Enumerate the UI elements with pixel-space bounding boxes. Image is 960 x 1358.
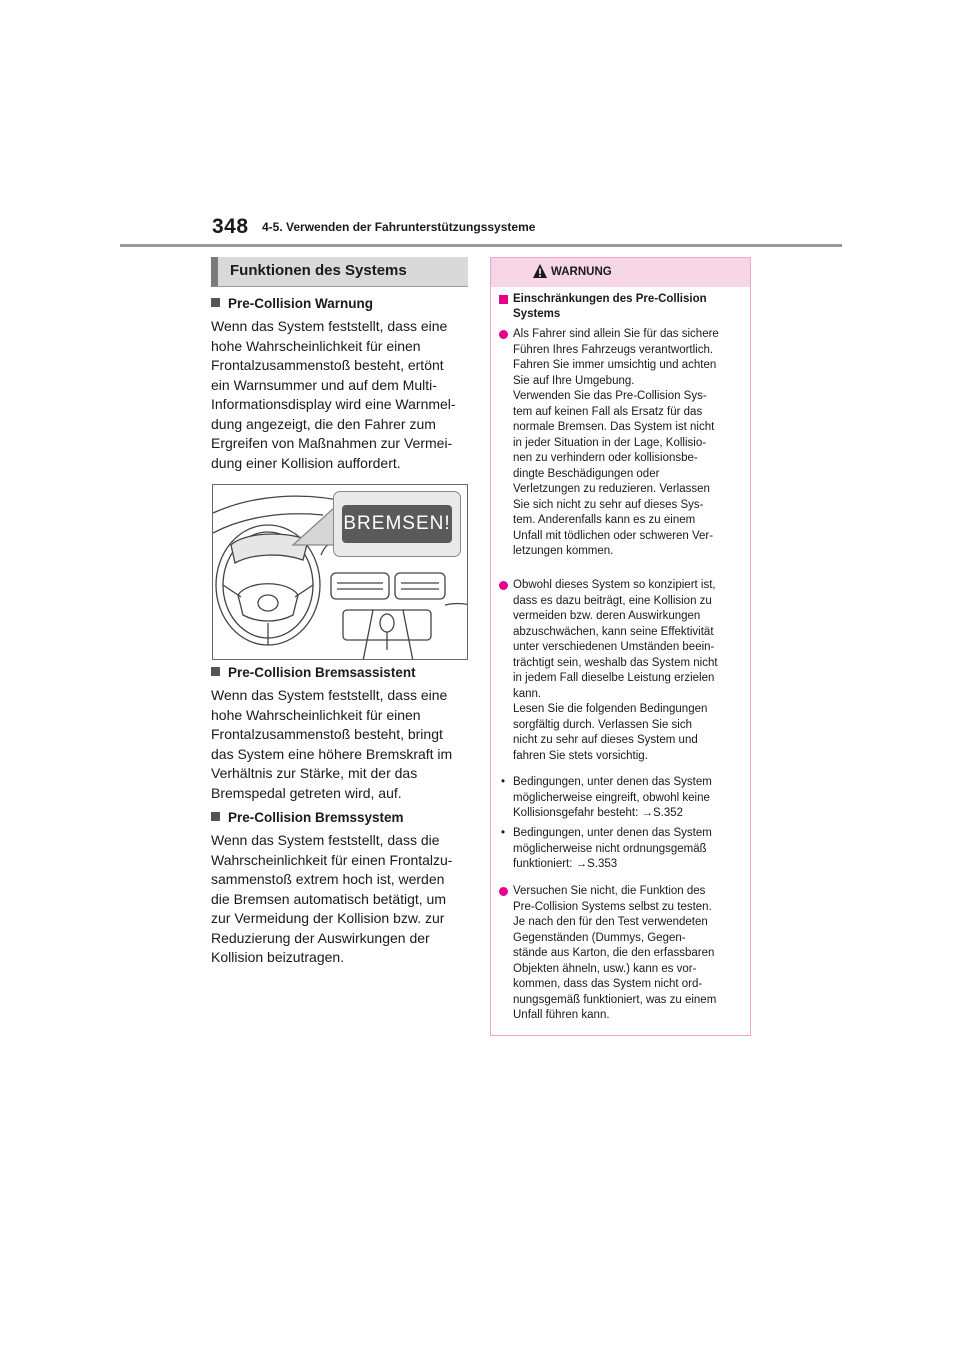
circle-bullet-icon (499, 581, 508, 590)
paragraph-pre-collision-bremssystem: Wenn das System feststellt, dass die Wahrscheinlichkeit für einen Frontalzu- sammenstoß extrem hoch ist, werden die Bremsen automatisch betätigt, um zur Vermeidung der Kollision bzw. zur Reduzierung der Auswirkungen der Kollision beizutragen. (211, 832, 453, 965)
subheading-pre-collision-bremssystem: Pre-Collision Bremssystem (211, 809, 404, 827)
bullet-point-icon: • (501, 776, 506, 788)
section-title: Funktionen des Systems (230, 262, 407, 279)
warning-triangle-icon (532, 263, 548, 279)
section-heading (211, 257, 468, 287)
warning-header (491, 258, 750, 287)
square-bullet-icon (499, 295, 508, 304)
paragraph-pre-collision-bremsassistent: Wenn das System feststellt, dass eine hohe Wahrscheinlichkeit für einen Frontalzusammenstoß besteht, bringt das System eine höhere Bremskraft im Verhältnis zur Stärke, mit der das Bremspedal getreten wird, auf. (211, 687, 453, 801)
bullet-point-icon: • (501, 827, 506, 839)
subheading-pre-collision-bremsassistent: Pre-Collision Bremsassistent (211, 664, 416, 682)
header-divider (120, 244, 842, 247)
dashboard-illustration (212, 484, 468, 660)
warning-bullet: • Bedingungen, unter denen das System möglicherweise nicht ordnungsgemäß funktioniert: →S.353 (501, 827, 712, 870)
page-number: 348 (212, 215, 249, 238)
warning-bullet: • Bedingungen, unter denen das System möglicherweise eingreift, obwohl keine Kollisionsgefahr besteht: →S.352 (501, 776, 712, 819)
square-bullet-icon (211, 667, 220, 676)
paragraph-pre-collision-warnung: Wenn das System feststellt, dass eine hohe Wahrscheinlichkeit für einen Frontalzusammenstoß besteht, ertönt ein Warnsummer und auf dem Multi- Informationsdisplay wird eine Warnmel- dung angezeigt, die den Fahrer zum Ergreifen von Maßnahmen zur Vermei- dung einer Kollision auffordert. (211, 318, 456, 471)
circle-bullet-icon (499, 330, 508, 339)
warning-box (490, 257, 751, 1036)
chapter-title: 4-5. Verwenden der Fahrunterstützungssysteme (262, 220, 536, 234)
subheading-pre-collision-warnung: Pre-Collision Warnung (211, 295, 373, 313)
bremsen-display-text: BREMSEN! (342, 505, 452, 543)
warning-paragraph: Als Fahrer sind allein Sie für das sichere Führen Ihres Fahrzeugs verantwortlich. Fahren Sie immer umsichtig und achten Sie auf Ihre Umgebung. Verwenden Sie das Pre-Collision Sys- tem auf keinen Fall als Ersatz für das normale Bremsen. Das System ist nicht in jeder Situation in der Lage, Kollisio- nen zu verhindern oder kollisionsbe- dingte Beschädigungen oder Verletzungen zu reduzieren. Verlassen Sie sich nicht zu sehr auf dieses Sys- tem. Anderenfalls kann es zu einem Unfall mit tödlichen oder schweren Ver- letzungen kommen. (499, 327, 747, 560)
display-callout (333, 491, 461, 557)
square-bullet-icon (211, 812, 220, 821)
warning-paragraph: Obwohl dieses System so konzipiert ist, dass es dazu beiträgt, eine Kollision zu vermeiden bzw. deren Auswirkungen abzuschwächen, kann seine Effektivität unter verschiedenen Umständen beein- trächtigt sein, weshalb das System nicht in jedem Fall dieselbe Leistung erzielen kann. Lesen Sie die folgenden Bedingungen sorgfältig durch. Verlassen Sie sich nicht zu sehr auf dieses System und fahren Sie stets vorsichtig. (499, 578, 747, 764)
warning-paragraph: Versuchen Sie nicht, die Funktion des Pre-Collision Systems selbst zu testen. Je nach den für den Test verwendeten Gegenständen (Dummys, Gegen- stände aus Karton, die den erfassbaren Objekten ähneln, usw.) kann es vor- kommen, dass das System nicht ord- nungsgemäß funktioniert, was zu einem Unfall führen kann. (499, 884, 747, 1024)
warning-subheading: Einschränkungen des Pre-Collision Systems (499, 292, 745, 322)
square-bullet-icon (211, 298, 220, 307)
circle-bullet-icon (499, 887, 508, 896)
warning-title: WARNUNG (551, 266, 612, 278)
